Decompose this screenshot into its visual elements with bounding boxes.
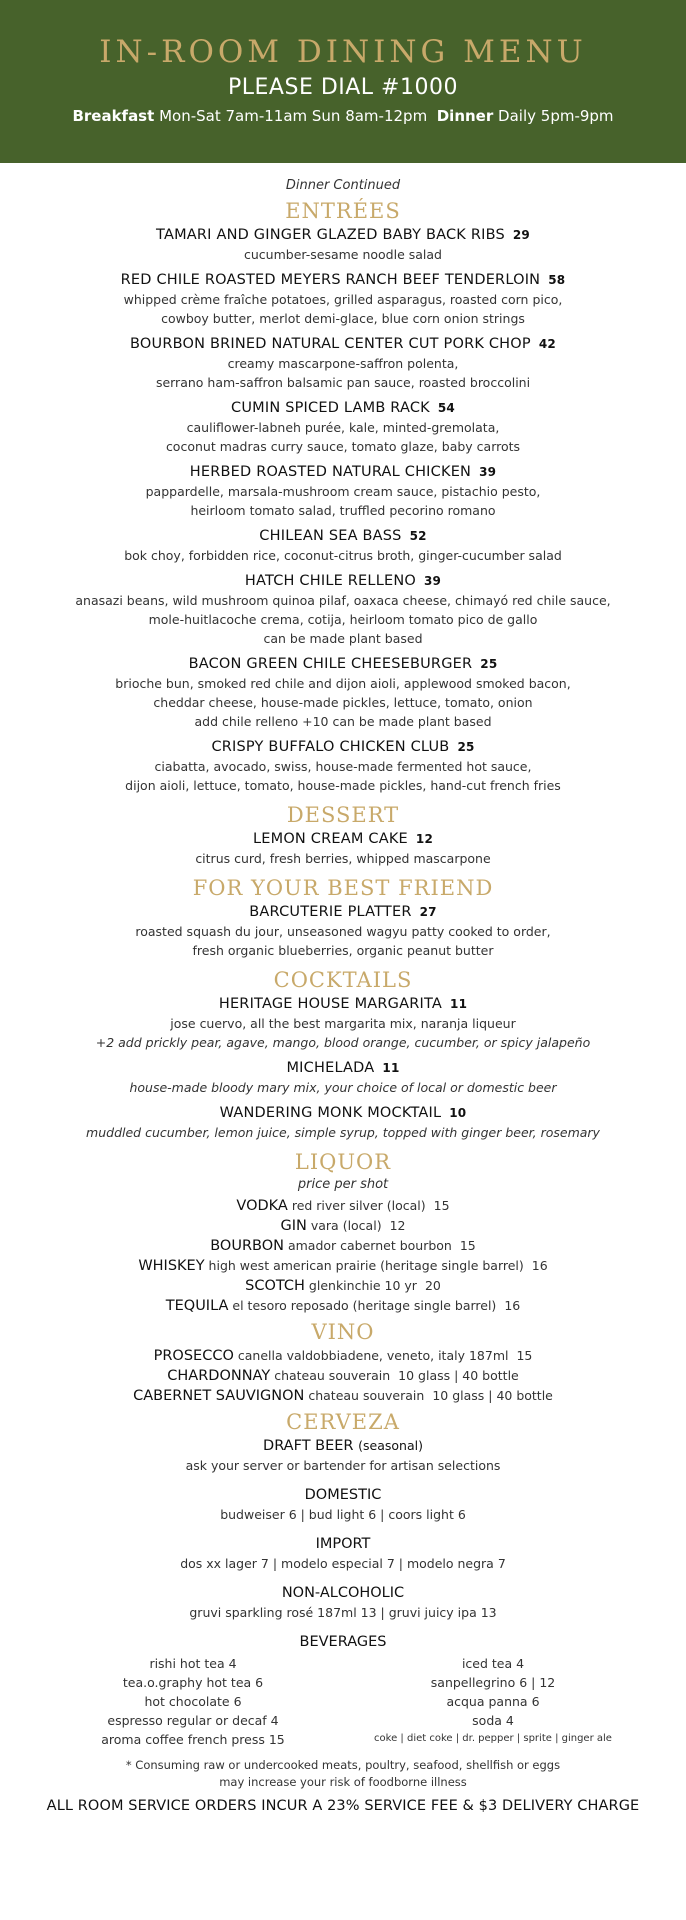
- menu-content: [0, 163, 686, 1817]
- beverage-item: iced tea 4: [461, 1656, 525, 1671]
- menu-item-price: 25: [480, 657, 498, 671]
- service-charge-notice: ALL ROOM SERVICE ORDERS INCUR A 23% SERVICE FEE & $3 DELIVERY CHARGE: [46, 1798, 640, 1814]
- menu-item-desc: cheddar cheese, house-made pickles, lettuce, tomato, onion: [153, 695, 533, 710]
- menu-item: [0, 737, 686, 795]
- menu-item-price: 39: [424, 574, 442, 588]
- drink-item: [0, 1196, 686, 1216]
- menu-item-note: muddled cucumber, lemon juice, simple syrup, topped with ginger beer, rosemary: [86, 1125, 600, 1140]
- menu-item-note: house-made bloody mary mix, your choice of local or domestic beer: [129, 1080, 557, 1095]
- menu-item-name: TAMARI AND GINGER GLAZED BABY BACK RIBS: [156, 227, 505, 243]
- menu-item-price: 11: [450, 997, 468, 1011]
- drink-desc: chateau souverain: [308, 1388, 425, 1403]
- section-cerveza: CERVEZA: [286, 1410, 400, 1434]
- beverages-left: [43, 1654, 343, 1749]
- drink-desc: red river silver (local): [291, 1198, 426, 1213]
- menu-item-desc: heirloom tomato salad, truffled pecorino romano: [190, 503, 496, 518]
- drink-name: CHARDONNAY: [167, 1368, 271, 1384]
- drink-item: [0, 1236, 686, 1256]
- section-friend: FOR YOUR BEST FRIEND: [192, 876, 494, 900]
- menu-item: [0, 654, 686, 731]
- menu-item: [0, 1103, 686, 1142]
- draft-beer-title: DRAFT BEER: [263, 1438, 354, 1454]
- menu-item-name: CUMIN SPICED LAMB RACK: [231, 400, 430, 416]
- menu-item: [0, 398, 686, 456]
- service-hours: [72, 106, 613, 126]
- menu-item-desc: anasazi beans, wild mushroom quinoa pilaf, oaxaca cheese, chimayó red chile sauce,: [75, 593, 611, 608]
- cocktails-list: [0, 994, 686, 1142]
- drink-name: GIN: [280, 1218, 307, 1234]
- drink-desc: glenkinchie 10 yr: [308, 1278, 417, 1293]
- vino-list: [0, 1346, 686, 1406]
- menu-item-desc: fresh organic blueberries, organic peanut butter: [192, 943, 494, 958]
- drink-price: 20: [424, 1278, 441, 1293]
- section-dessert: DESSERT: [286, 803, 400, 827]
- beverage-item: espresso regular or decaf 4: [107, 1713, 279, 1728]
- beverage-item: sanpellegrino 6 | 12: [430, 1675, 556, 1690]
- menu-item: [0, 571, 686, 648]
- food-safety-line-2: may increase your risk of foodborne illness: [219, 1775, 467, 1789]
- menu-item-desc: jose cuervo, all the best margarita mix, naranja liqueur: [170, 1016, 516, 1031]
- menu-item-price: 27: [419, 905, 437, 919]
- drink-item: [0, 1386, 686, 1406]
- menu-item-desc: dijon aioli, lettuce, tomato, house-made pickles, hand-cut french fries: [125, 778, 561, 793]
- menu-item-name: CRISPY BUFFALO CHICKEN CLUB: [211, 739, 450, 755]
- entrees-list: [0, 225, 686, 795]
- menu-item-desc: creamy mascarpone-saffron polenta,: [227, 356, 459, 371]
- menu-item-name: RED CHILE ROASTED MEYERS RANCH BEEF TENDERLOIN: [120, 272, 541, 288]
- menu-item-name: HERITAGE HOUSE MARGARITA: [218, 996, 443, 1012]
- menu-item-desc: cowboy butter, merlot demi-glace, blue corn onion strings: [161, 311, 525, 326]
- dinner-hours: Daily 5pm-9pm: [498, 107, 614, 125]
- draft-beer: [0, 1436, 686, 1475]
- menu-item: [0, 1058, 686, 1097]
- drink-name: CABERNET SAUVIGNON: [133, 1388, 305, 1404]
- menu-item-name: CHILEAN SEA BASS: [259, 528, 402, 544]
- drink-item: [0, 1276, 686, 1296]
- beverage-item: aroma coffee french press 15: [101, 1732, 285, 1747]
- menu-item-desc: brioche bun, smoked red chile and dijon aioli, applewood smoked bacon,: [115, 676, 571, 691]
- menu-item-price: 39: [479, 465, 497, 479]
- drink-name: WHISKEY: [138, 1258, 205, 1274]
- draft-beer-note: (seasonal): [358, 1438, 423, 1453]
- drink-price: 15: [433, 1198, 450, 1213]
- dessert-list: [0, 829, 686, 868]
- menu-item: [0, 902, 686, 960]
- menu-item-desc: coconut madras curry sauce, tomato glaze, baby carrots: [165, 439, 521, 454]
- draft-beer-desc: ask your server or bartender for artisan selections: [185, 1458, 501, 1473]
- menu-item-price: 58: [548, 273, 566, 287]
- drink-item: [0, 1256, 686, 1276]
- menu-item-desc: citrus curd, fresh berries, whipped mascarpone: [195, 851, 491, 866]
- beverage-item: soda 4: [472, 1713, 514, 1728]
- menu-item-price: 42: [538, 337, 556, 351]
- menu-item-desc: bok choy, forbidden rice, coconut-citrus broth, ginger-cucumber salad: [124, 548, 562, 563]
- menu-item-price: 10: [449, 1106, 467, 1120]
- beverages-title: BEVERAGES: [299, 1634, 387, 1650]
- beverage-item: hot chocolate 6: [144, 1694, 242, 1709]
- beverages-grid: [0, 1654, 686, 1749]
- menu-item-name: BOURBON BRINED NATURAL CENTER CUT PORK CHOP: [130, 336, 531, 352]
- menu-item-name: WANDERING MONK MOCKTAIL: [219, 1105, 442, 1121]
- friend-list: [0, 902, 686, 960]
- dinner-continued: Dinner Continued: [285, 178, 401, 193]
- non-alcoholic-beer: [0, 1583, 686, 1622]
- drink-price: 16: [504, 1298, 521, 1313]
- drink-price: 15: [516, 1348, 533, 1363]
- menu-item-desc: cauliflower-labneh purée, kale, minted-gremolata,: [186, 420, 500, 435]
- breakfast-hours: Mon-Sat 7am-11am Sun 8am-12pm: [159, 107, 428, 125]
- beverages-right: [343, 1654, 643, 1749]
- menu-item: [0, 526, 686, 565]
- drink-price: 10 glass | 40 bottle: [432, 1388, 553, 1403]
- drink-desc: canella valdobbiadene, veneto, italy 187ml: [237, 1348, 509, 1363]
- menu-item-price: 29: [512, 228, 530, 242]
- drink-price: 15: [459, 1238, 476, 1253]
- drink-name: BOURBON: [210, 1238, 284, 1254]
- beverage-item: rishi hot tea 4: [149, 1656, 237, 1671]
- menu-item-desc: mole-huitlacoche crema, cotija, heirloom tomato pico de gallo: [148, 612, 538, 627]
- menu-item-name: LEMON CREAM CAKE: [252, 831, 408, 847]
- menu-header: [0, 0, 686, 163]
- drink-desc: chateau souverain: [274, 1368, 391, 1383]
- drink-item: [0, 1346, 686, 1366]
- menu-item-price: 11: [382, 1061, 400, 1075]
- food-safety-line-1: * Consuming raw or undercooked meats, poultry, seafood, shellfish or eggs: [125, 1758, 561, 1772]
- menu-item-name: BARCUTERIE PLATTER: [249, 904, 412, 920]
- menu-item-price: 54: [437, 401, 455, 415]
- drink-price: 10 glass | 40 bottle: [398, 1368, 519, 1383]
- section-liquor: LIQUOR: [294, 1150, 392, 1174]
- drink-desc: el tesoro reposado (heritage single barrel): [232, 1298, 497, 1313]
- menu-item-name: MICHELADA: [286, 1060, 375, 1076]
- menu-item: [0, 829, 686, 868]
- drink-price: 16: [531, 1258, 548, 1273]
- domestic-desc: budweiser 6 | bud light 6 | coors light 6: [220, 1507, 466, 1522]
- menu-item: [0, 994, 686, 1052]
- section-entrees: ENTRÉES: [285, 199, 401, 223]
- non-alcoholic-desc: gruvi sparkling rosé 187ml 13 | gruvi juicy ipa 13: [189, 1605, 497, 1620]
- beverage-item: acqua panna 6: [446, 1694, 540, 1709]
- drink-name: TEQUILA: [165, 1298, 229, 1314]
- menu-item-desc: roasted squash du jour, unseasoned wagyu patty cooked to order,: [135, 924, 551, 939]
- menu-item-name: BACON GREEN CHILE CHEESEBURGER: [188, 656, 473, 672]
- breakfast-label: Breakfast: [72, 107, 155, 125]
- menu-item-desc: ciabatta, avocado, swiss, house-made fermented hot sauce,: [154, 759, 532, 774]
- menu-item-desc: pappardelle, marsala-mushroom cream sauce, pistachio pesto,: [145, 484, 541, 499]
- menu-item: [0, 225, 686, 264]
- drink-name: VODKA: [236, 1198, 288, 1214]
- soda-options: coke | diet coke | dr. pepper | sprite | ginger ale: [374, 1733, 612, 1744]
- liquor-subtitle: price per shot: [297, 1177, 389, 1192]
- import-title: IMPORT: [315, 1536, 371, 1552]
- menu-item-desc: cucumber-sesame noodle salad: [244, 247, 442, 262]
- menu-item-price: 12: [415, 832, 434, 846]
- import-beer: [0, 1534, 686, 1573]
- dinner-label: Dinner: [436, 107, 494, 125]
- drink-price: 12: [389, 1218, 406, 1233]
- menu-item-name: HERBED ROASTED NATURAL CHICKEN: [189, 464, 472, 480]
- menu-title: IN-ROOM DINING MENU: [99, 34, 587, 70]
- menu-item: [0, 334, 686, 392]
- menu-item-note: +2 add prickly pear, agave, mango, blood orange, cucumber, or spicy jalapeño: [95, 1035, 591, 1050]
- menu-item-price: 52: [409, 529, 427, 543]
- drink-name: SCOTCH: [245, 1278, 305, 1294]
- beverage-item: tea.o.graphy hot tea 6: [122, 1675, 264, 1690]
- section-vino: VINO: [311, 1320, 375, 1344]
- menu-item-desc: add chile relleno +10 can be made plant based: [194, 714, 492, 729]
- drink-desc: amador cabernet bourbon: [287, 1238, 452, 1253]
- domestic-title: DOMESTIC: [304, 1487, 382, 1503]
- drink-item: [0, 1296, 686, 1316]
- drink-item: [0, 1216, 686, 1236]
- drink-name: PROSECCO: [153, 1348, 234, 1364]
- menu-item-price: 25: [457, 740, 475, 754]
- liquor-list: [0, 1196, 686, 1316]
- drink-item: [0, 1366, 686, 1386]
- non-alcoholic-title: NON-ALCOHOLIC: [281, 1585, 405, 1601]
- menu-item: [0, 462, 686, 520]
- drink-desc: high west american prairie (heritage single barrel): [208, 1258, 524, 1273]
- dial-number: PLEASE DIAL #1000: [228, 75, 458, 100]
- section-cocktails: COCKTAILS: [273, 968, 413, 992]
- food-safety-note: [0, 1757, 686, 1791]
- menu-item: [0, 270, 686, 328]
- drink-desc: vara (local): [310, 1218, 382, 1233]
- domestic-beer: [0, 1485, 686, 1524]
- menu-item-desc: serrano ham-saffron balsamic pan sauce, roasted broccolini: [155, 375, 531, 390]
- menu-item-name: HATCH CHILE RELLENO: [244, 573, 416, 589]
- menu-item-desc: can be made plant based: [263, 631, 423, 646]
- menu-item-desc: whipped crème fraîche potatoes, grilled asparagus, roasted corn pico,: [123, 292, 563, 307]
- import-desc: dos xx lager 7 | modelo especial 7 | modelo negra 7: [180, 1556, 506, 1571]
